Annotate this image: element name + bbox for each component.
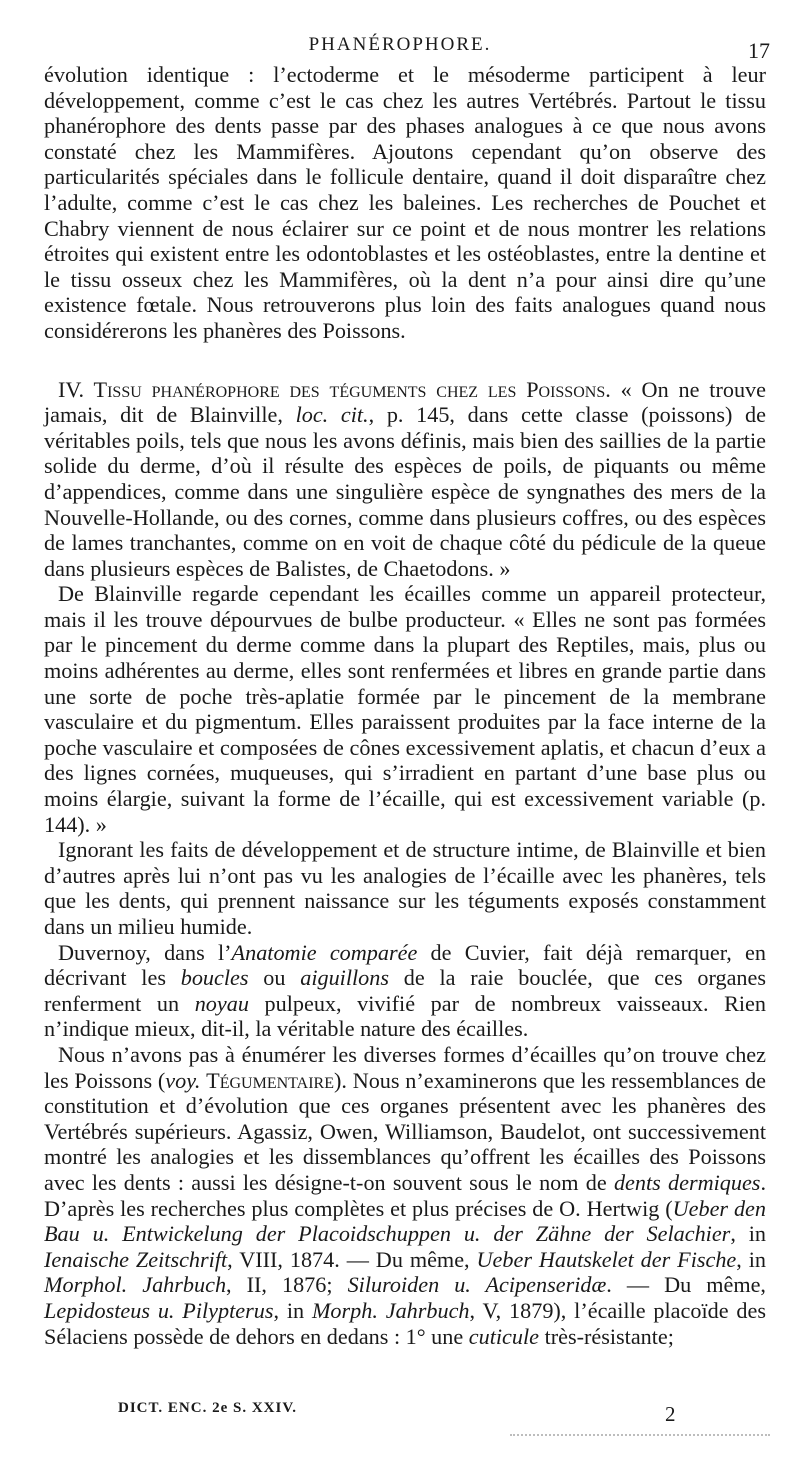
text-run: , VIII, 1874. — Du même,	[227, 1246, 477, 1272]
italic-text: boucles	[180, 965, 249, 991]
printer-signature: DICT. ENC. 2e S. XXIV.	[118, 1400, 297, 1416]
paragraph	[44, 837, 766, 939]
text-run: , in	[273, 1297, 312, 1323]
paragraph	[44, 377, 766, 582]
body-text	[44, 62, 766, 1349]
paragraph	[44, 581, 766, 837]
italic-text: Ueber Hautskelet der Fische	[476, 1246, 737, 1272]
text-run: très-résistante;	[539, 1323, 674, 1349]
page-number: 17	[748, 38, 770, 63]
text-run: , V, 1879), l’écaille placoïde des Sélaciens possède de dehors en dedans : 1° une	[44, 1297, 766, 1349]
text-run: de Cuvier, fait déjà remarquer, en décrivant les	[44, 939, 767, 991]
italic-text: Morphol. Jahrbuch	[44, 1272, 227, 1298]
text-run: . D’après les recherches plus complètes et plus précises de O. Hertwig (	[44, 1169, 766, 1221]
text-run: , in	[730, 1221, 766, 1247]
text-run: , p. 145, dans cette classe (poissons) de véritables poils, tels que nous les avons définis, mais bien des saillies de la partie solide du derme, d’où il résulte des espèces de poils, de piquants ou même d’appendices, comme dans une singulière espèce de syngnathes des mers de la Nouvelle-Hollande, ou des cornes, comme dans plusieurs coffres, ou des espèces de lames tranchantes, comme on en voit de chaque côté du pédicule de la queue dans plusieurs espèces de Balistes, de Chaetodons. »	[44, 402, 766, 581]
signature-number: 2	[665, 1402, 676, 1426]
italic-text: Anatomie comparée	[231, 939, 418, 965]
text-run: de la raie bouclée, que ces organes renferment un	[44, 965, 766, 1016]
text-run: « On ne trouve jamais, dit de Blainville,	[44, 376, 766, 428]
small-caps-text: Tégumentaire	[206, 1067, 334, 1093]
text-run: ). Nous n’examinerons que les ressemblances de constitution et d’évolution que ces organes présentent avec les phanères des Vertébrés supérieurs. Agassiz, Owen, Williamson, Baudelot, ont successivement montré les analogies et les dissemblances qu’offrent les écailles des Poissons avec les dents : aussi les désigne-t-on souvent sous le nom de	[44, 1067, 766, 1195]
text-run: ou	[248, 965, 301, 991]
page-header	[0, 34, 800, 63]
italic-text: loc. cit.	[295, 402, 369, 428]
scan-artifact	[510, 1434, 770, 1440]
italic-text: Ueber den Bau u. Entwickelung der Placoidschuppen u. der Zähne der Selachier	[44, 1195, 766, 1247]
running-title: PHANÉROPHORE.	[308, 34, 492, 55]
italic-text: voy.	[165, 1067, 201, 1093]
text-run: Duvernoy, dans l’	[58, 939, 232, 965]
text-run: , in	[736, 1246, 767, 1272]
page-footer	[0, 1394, 800, 1424]
small-caps-text: IV. Tissu phanérophore des téguments chez les Poissons.	[58, 376, 611, 402]
italic-text: aiguillons	[300, 965, 389, 991]
italic-text: cuticule	[468, 1323, 540, 1349]
text-run: , II, 1876;	[226, 1272, 348, 1298]
paragraph	[44, 62, 766, 344]
italic-text: Ienaische Zeitschrift	[44, 1246, 228, 1272]
italic-text: Morph. Jahrbuch	[311, 1297, 470, 1323]
italic-text: noyau	[194, 990, 249, 1016]
paragraph	[44, 1042, 766, 1349]
text-run: Ignorant les faits de développement et de structure intime, de Blainville et bien d’autres après lui n’ont pas vu les analogies de l’écaille avec les phanères, tels que les dents, qui prennent naissance sur les téguments exposés constamment dans un milieu humide.	[44, 837, 766, 939]
italic-text: Lepidosteus u. Pilypterus	[44, 1297, 274, 1323]
text-run: Nous n’avons pas à énumérer les diverses formes d’écailles qu’on trouve chez les Poissons (	[44, 1041, 766, 1093]
paragraph	[44, 940, 766, 1042]
text-run: évolution identique : l’ectoderme et le mésoderme participent à leur développement, comme c’est le cas chez les autres Vertébrés. Partout le tissu phanérophore des dents passe par des phases analogues à ce que nous avons constaté chez les Mammifères. Ajoutons cependant qu’on observe des particularités spéciales dans le follicule dentaire, quand il doit disparaître chez l’adulte, comme c’est le cas chez les baleines. Les recherches de Pouchet et Chabry viennent de nous éclairer sur ce point et de nous montrer les relations étroites qui existent entre les odontoblastes et les ostéoblastes, entre la dentine et le tissu osseux chez les Mammifères, où la dent n’a pour ainsi dire qu’une existence fœtale. Nous retrouverons plus loin des faits analogues quand nous considérerons les phanères des Poissons.	[44, 62, 766, 343]
text-run: De Blainville regarde cependant les écailles comme un appareil protecteur, mais il les trouve dépourvues de bulbe producteur. « Elles ne sont pas formées par le pincement du derme comme dans la plupart des Reptiles, mais, plus ou moins adhérentes au derme, elles sont renfermées et libres en grande partie dans une sorte de poche très-aplatie formée par le pincement de la membrane vasculaire et du pigmentum. Elles paraissent produites par la face interne de la poche vasculaire et composées de cônes excessivement aplatis, et chacun d’eux a des lignes cornées, muqueuses, qui s’irradient en partant d’une base plus ou moins élargie, suivant la forme de l’écaille, qui est excessivement variable (p. 144). »	[44, 581, 766, 837]
italic-text: Siluroiden u. Acipenseridæ	[347, 1272, 607, 1298]
italic-text: dents dermiques	[613, 1169, 761, 1195]
text-run: pulpeux, vivifié par de nombreux vaisseaux. Rien n’indique mieux, dit-il, la véritable nature des écailles.	[44, 990, 766, 1042]
text-run: . — Du même,	[606, 1272, 766, 1298]
